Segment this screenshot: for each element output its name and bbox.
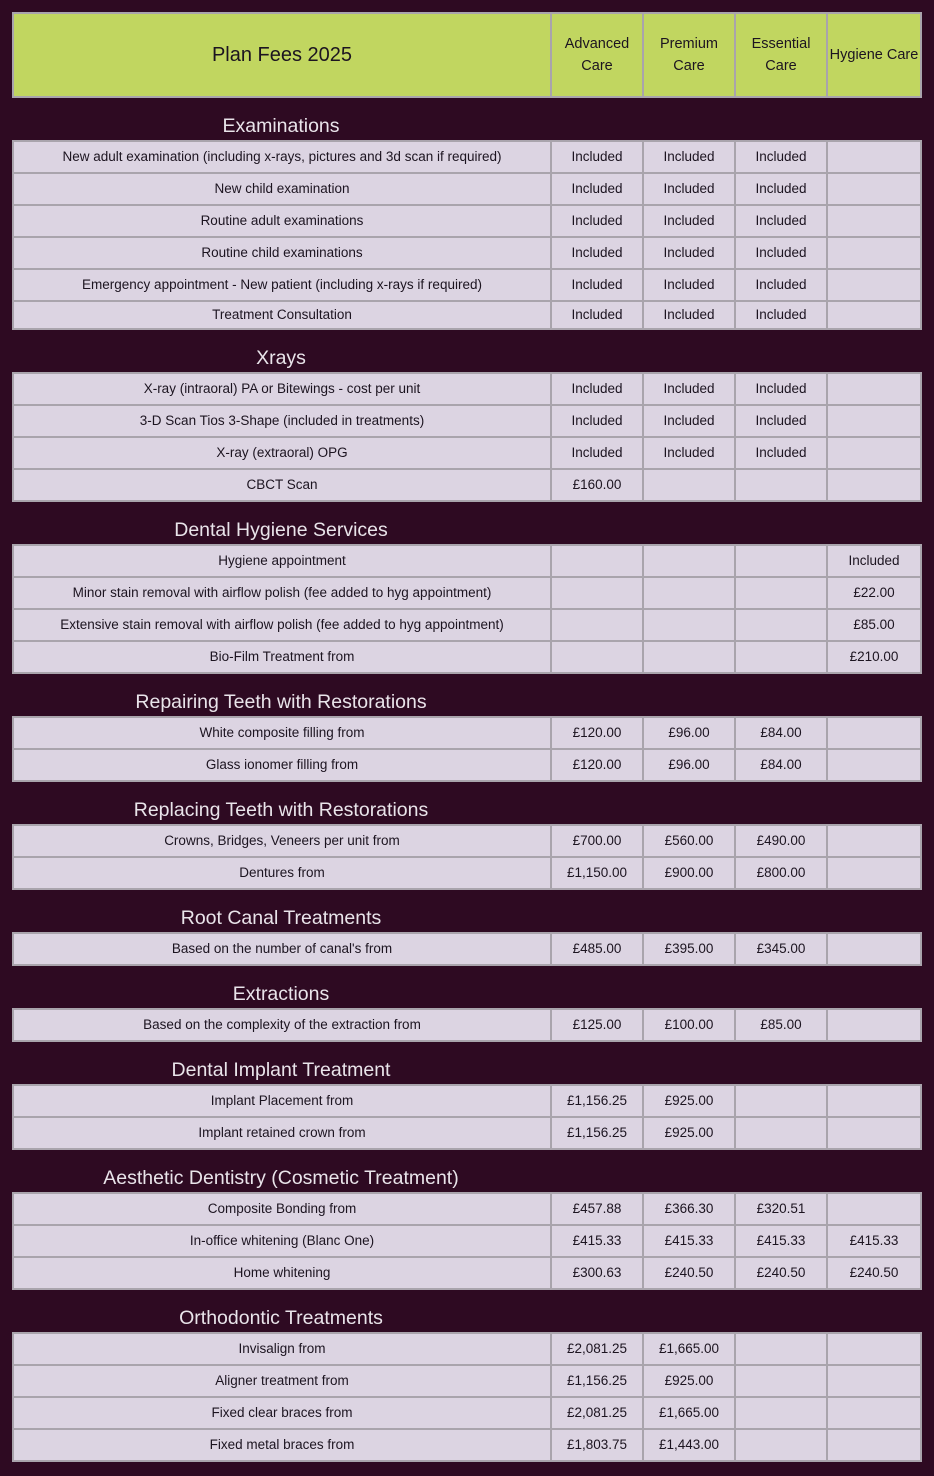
- table-row: [13, 1333, 921, 1365]
- fee-advanced: £415.33: [551, 1225, 643, 1257]
- treatment-label: Home whitening: [13, 1257, 551, 1289]
- fee-essential: [735, 1117, 827, 1149]
- fee-premium: £925.00: [643, 1117, 735, 1149]
- fee-essential: Included: [735, 173, 827, 205]
- treatment-label: New child examination: [13, 173, 551, 205]
- fee-table: [12, 1332, 922, 1462]
- table-row: [13, 373, 921, 405]
- fee-hygiene: £22.00: [827, 577, 921, 609]
- fee-hygiene: Included: [827, 545, 921, 577]
- treatment-label: Dentures from: [13, 857, 551, 889]
- treatment-label: Invisalign from: [13, 1333, 551, 1365]
- treatment-label: Composite Bonding from: [13, 1193, 551, 1225]
- fee-table: [12, 716, 922, 782]
- section-title: Examinations: [222, 115, 340, 137]
- fee-hygiene: [827, 205, 921, 237]
- fee-premium: £925.00: [643, 1365, 735, 1397]
- fee-essential: £800.00: [735, 857, 827, 889]
- section-title: Dental Hygiene Services: [174, 519, 388, 541]
- fee-essential: [735, 1397, 827, 1429]
- fee-advanced: [551, 609, 643, 641]
- treatment-label: Implant retained crown from: [13, 1117, 551, 1149]
- fee-hygiene: £240.50: [827, 1257, 921, 1289]
- fee-premium: £366.30: [643, 1193, 735, 1225]
- page-title: Plan Fees 2025: [13, 13, 551, 97]
- fee-essential: £415.33: [735, 1225, 827, 1257]
- fee-premium: Included: [643, 269, 735, 301]
- fee-advanced: [551, 641, 643, 673]
- fee-advanced: £1,150.00: [551, 857, 643, 889]
- treatment-label: Bio-Film Treatment from: [13, 641, 551, 673]
- table-row: [13, 933, 921, 965]
- fee-hygiene: [827, 269, 921, 301]
- fee-hygiene: [827, 1085, 921, 1117]
- fee-table: [12, 824, 922, 890]
- fee-advanced: £700.00: [551, 825, 643, 857]
- fee-essential: £345.00: [735, 933, 827, 965]
- fee-table: [12, 1008, 922, 1042]
- fee-essential: Included: [735, 269, 827, 301]
- fee-advanced: £2,081.25: [551, 1397, 643, 1429]
- table-row: [13, 1365, 921, 1397]
- fee-advanced: Included: [551, 173, 643, 205]
- fee-advanced: [551, 577, 643, 609]
- fee-hygiene: [827, 717, 921, 749]
- fee-premium: Included: [643, 141, 735, 173]
- fee-essential: [735, 469, 827, 501]
- fee-essential: £84.00: [735, 717, 827, 749]
- fee-advanced: Included: [551, 269, 643, 301]
- fee-premium: [643, 641, 735, 673]
- fee-premium: £415.33: [643, 1225, 735, 1257]
- table-row: [13, 1397, 921, 1429]
- treatment-label: CBCT Scan: [13, 469, 551, 501]
- fee-essential: Included: [735, 437, 827, 469]
- treatment-label: Emergency appointment - New patient (including x-rays if required): [13, 269, 551, 301]
- fee-hygiene: [827, 301, 921, 329]
- fee-hygiene: [827, 141, 921, 173]
- fee-essential: [735, 641, 827, 673]
- fee-essential: [735, 545, 827, 577]
- fee-essential: Included: [735, 237, 827, 269]
- table-row: [13, 269, 921, 301]
- treatment-label: Aligner treatment from: [13, 1365, 551, 1397]
- fee-essential: [735, 577, 827, 609]
- fee-hygiene: [827, 1333, 921, 1365]
- fee-premium: Included: [643, 301, 735, 329]
- fee-premium: £925.00: [643, 1085, 735, 1117]
- fee-essential: Included: [735, 301, 827, 329]
- fee-essential: Included: [735, 405, 827, 437]
- section-title: Aesthetic Dentistry (Cosmetic Treatment): [103, 1167, 459, 1189]
- fee-essential: £320.51: [735, 1193, 827, 1225]
- fee-hygiene: £85.00: [827, 609, 921, 641]
- table-row: [13, 1225, 921, 1257]
- fee-advanced: Included: [551, 437, 643, 469]
- fee-premium: [643, 545, 735, 577]
- fee-essential: Included: [735, 373, 827, 405]
- table-row: [13, 1193, 921, 1225]
- plan-premium-care: Premium Care: [643, 13, 735, 97]
- section-title: Xrays: [256, 347, 306, 369]
- fee-advanced: Included: [551, 141, 643, 173]
- table-row: [13, 857, 921, 889]
- fee-advanced: £300.63: [551, 1257, 643, 1289]
- fee-hygiene: [827, 857, 921, 889]
- fee-premium: £100.00: [643, 1009, 735, 1041]
- fee-hygiene: £210.00: [827, 641, 921, 673]
- fee-advanced: £125.00: [551, 1009, 643, 1041]
- fee-advanced: Included: [551, 405, 643, 437]
- treatment-label: X-ray (intraoral) PA or Bitewings - cost per unit: [13, 373, 551, 405]
- fee-hygiene: [827, 237, 921, 269]
- table-row: [13, 237, 921, 269]
- fee-premium: [643, 577, 735, 609]
- fee-hygiene: [827, 1429, 921, 1461]
- fee-hygiene: [827, 1009, 921, 1041]
- fee-essential: [735, 1085, 827, 1117]
- fee-hygiene: [827, 405, 921, 437]
- fee-premium: £240.50: [643, 1257, 735, 1289]
- table-row: [13, 469, 921, 501]
- fee-advanced: £2,081.25: [551, 1333, 643, 1365]
- treatment-label: Minor stain removal with airflow polish (fee added to hyg appointment): [13, 577, 551, 609]
- treatment-label: Fixed metal braces from: [13, 1429, 551, 1461]
- fee-essential: Included: [735, 141, 827, 173]
- treatment-label: X-ray (extraoral) OPG: [13, 437, 551, 469]
- treatment-label: Glass ionomer filling from: [13, 749, 551, 781]
- treatment-label: New adult examination (including x-rays, pictures and 3d scan if required): [13, 141, 551, 173]
- fee-premium: [643, 469, 735, 501]
- fee-advanced: £1,803.75: [551, 1429, 643, 1461]
- section-title: Replacing Teeth with Restorations: [133, 799, 429, 821]
- fee-premium: £1,665.00: [643, 1333, 735, 1365]
- fee-advanced: £160.00: [551, 469, 643, 501]
- treatment-label: Implant Placement from: [13, 1085, 551, 1117]
- table-row: [13, 1117, 921, 1149]
- fee-premium: £96.00: [643, 717, 735, 749]
- fee-hygiene: [827, 373, 921, 405]
- table-row: [13, 545, 921, 577]
- plan-header-row: [13, 13, 921, 97]
- fee-premium: £1,443.00: [643, 1429, 735, 1461]
- table-row: [13, 141, 921, 173]
- fee-advanced: £457.88: [551, 1193, 643, 1225]
- fee-advanced: £120.00: [551, 749, 643, 781]
- treatment-label: Routine child examinations: [13, 237, 551, 269]
- fee-premium: £395.00: [643, 933, 735, 965]
- treatment-label: Based on the number of canal's from: [13, 933, 551, 965]
- fee-advanced: Included: [551, 373, 643, 405]
- section-title: Root Canal Treatments: [180, 907, 382, 929]
- section-title: Dental Implant Treatment: [171, 1059, 391, 1081]
- section-title: Orthodontic Treatments: [179, 1307, 383, 1329]
- fee-advanced: Included: [551, 237, 643, 269]
- fee-essential: £85.00: [735, 1009, 827, 1041]
- table-row: [13, 1257, 921, 1289]
- table-row: [13, 1085, 921, 1117]
- treatment-label: In-office whitening (Blanc One): [13, 1225, 551, 1257]
- treatment-label: Based on the complexity of the extraction from: [13, 1009, 551, 1041]
- fee-essential: Included: [735, 205, 827, 237]
- treatment-label: Extensive stain removal with airflow polish (fee added to hyg appointment): [13, 609, 551, 641]
- fee-advanced: £1,156.25: [551, 1365, 643, 1397]
- table-row: [13, 437, 921, 469]
- fee-premium: Included: [643, 205, 735, 237]
- fee-essential: £84.00: [735, 749, 827, 781]
- section-title: Extractions: [232, 983, 330, 1005]
- section-title: Repairing Teeth with Restorations: [135, 691, 427, 713]
- treatment-label: Routine adult examinations: [13, 205, 551, 237]
- fee-premium: £560.00: [643, 825, 735, 857]
- table-row: [13, 749, 921, 781]
- plan-header-table: [12, 12, 922, 98]
- fee-hygiene: [827, 749, 921, 781]
- fee-premium: Included: [643, 437, 735, 469]
- fee-advanced: £120.00: [551, 717, 643, 749]
- treatment-label: Treatment Consultation: [13, 301, 551, 329]
- fee-essential: [735, 609, 827, 641]
- fee-hygiene: [827, 437, 921, 469]
- fee-hygiene: [827, 1365, 921, 1397]
- table-row: [13, 825, 921, 857]
- treatment-label: 3-D Scan Tios 3-Shape (included in treatments): [13, 405, 551, 437]
- fee-advanced: Included: [551, 205, 643, 237]
- fee-advanced: £485.00: [551, 933, 643, 965]
- table-row: [13, 1429, 921, 1461]
- plan-essential-care: Essential Care: [735, 13, 827, 97]
- fee-premium: £96.00: [643, 749, 735, 781]
- fee-essential: £240.50: [735, 1257, 827, 1289]
- fee-table: [12, 140, 922, 330]
- plan-hygiene-care: Hygiene Care: [827, 13, 921, 97]
- treatment-label: Crowns, Bridges, Veneers per unit from: [13, 825, 551, 857]
- fee-advanced: £1,156.25: [551, 1117, 643, 1149]
- fee-advanced: £1,156.25: [551, 1085, 643, 1117]
- fee-hygiene: [827, 933, 921, 965]
- fee-premium: Included: [643, 173, 735, 205]
- fee-premium: Included: [643, 405, 735, 437]
- fee-table: [12, 372, 922, 502]
- table-row: [13, 641, 921, 673]
- fee-premium: £900.00: [643, 857, 735, 889]
- fee-hygiene: [827, 825, 921, 857]
- treatment-label: White composite filling from: [13, 717, 551, 749]
- fee-premium: £1,665.00: [643, 1397, 735, 1429]
- fee-table: [12, 544, 922, 674]
- fee-table: [12, 1084, 922, 1150]
- fee-premium: Included: [643, 237, 735, 269]
- fee-essential: £490.00: [735, 825, 827, 857]
- fee-hygiene: [827, 469, 921, 501]
- plan-advanced-care: Advanced Care: [551, 13, 643, 97]
- fee-advanced: Included: [551, 301, 643, 329]
- fee-essential: [735, 1365, 827, 1397]
- table-row: [13, 609, 921, 641]
- fee-premium: [643, 609, 735, 641]
- table-row: [13, 1009, 921, 1041]
- fee-advanced: [551, 545, 643, 577]
- treatment-label: Hygiene appointment: [13, 545, 551, 577]
- table-row: [13, 405, 921, 437]
- table-row: [13, 717, 921, 749]
- fee-hygiene: [827, 1193, 921, 1225]
- fee-essential: [735, 1333, 827, 1365]
- fee-table: [12, 932, 922, 966]
- treatment-label: Fixed clear braces from: [13, 1397, 551, 1429]
- fee-hygiene: £415.33: [827, 1225, 921, 1257]
- fee-hygiene: [827, 1117, 921, 1149]
- table-row: [13, 301, 921, 329]
- fee-hygiene: [827, 173, 921, 205]
- fee-hygiene: [827, 1397, 921, 1429]
- fee-table: [12, 1192, 922, 1290]
- fee-premium: Included: [643, 373, 735, 405]
- table-row: [13, 173, 921, 205]
- fee-essential: [735, 1429, 827, 1461]
- table-row: [13, 577, 921, 609]
- table-row: [13, 205, 921, 237]
